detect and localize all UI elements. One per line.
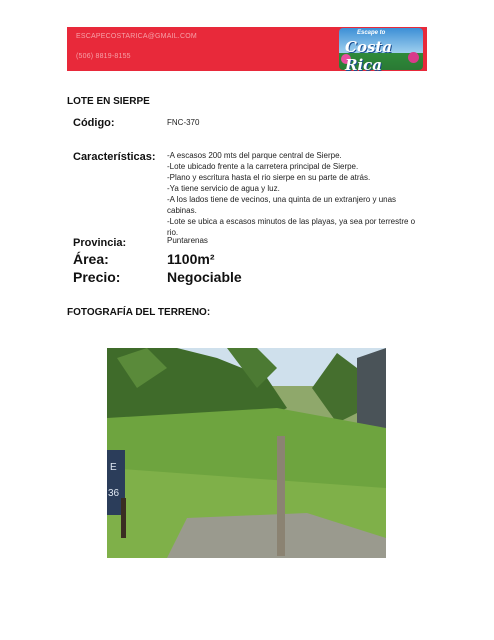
area-value: 1100m² <box>167 251 215 267</box>
contact-phone: (506) 8819-8155 <box>76 53 131 60</box>
photo-wooden-post <box>277 436 285 556</box>
feature-item: -A escasos 200 mts del parque central de Sierpe. <box>167 151 342 160</box>
sign-letter: E <box>110 462 117 473</box>
lot-photograph <box>107 348 386 558</box>
area-label: Área: <box>73 251 109 267</box>
contact-email: ESCAPECOSTARICA@GMAIL.COM <box>76 33 197 40</box>
province-label: Provincia: <box>73 237 127 249</box>
feature-item: -A los lados tiene de vecinos, una quinta de un extranjero y unas cabinas. <box>167 195 397 215</box>
price-label: Precio: <box>73 269 121 285</box>
code-value: FNC-370 <box>167 118 200 127</box>
feature-item: -Lote ubicado frente a la carretera principal de Sierpe. <box>167 162 359 171</box>
features-list <box>167 150 427 238</box>
listing-title: LOTE EN SIERPE <box>67 96 150 107</box>
features-label: Características: <box>73 151 156 163</box>
logo-wordmark: Costa Rica <box>345 38 393 74</box>
code-label: Código: <box>73 117 115 129</box>
feature-item: -Plano y escritura hasta el rio sierpe en su parte de atrás. <box>167 173 371 182</box>
sign-number: 36 <box>108 488 120 499</box>
header-banner <box>67 27 427 74</box>
province-value: Puntarenas <box>167 236 208 245</box>
escape-to-costa-rica-logo <box>339 28 423 74</box>
logo-tagline: Escape to <box>357 30 386 36</box>
feature-item: -Lote se ubica a escasos minutos de las playas, ya sea por terrestre o rio. <box>167 217 416 237</box>
photo-section-title: FOTOGRAFÍA DEL TERRENO: <box>67 307 211 318</box>
sign-pole <box>121 498 126 538</box>
price-value: Negociable <box>167 269 242 285</box>
feature-item: -Ya tiene servicio de agua y luz. <box>167 184 280 193</box>
